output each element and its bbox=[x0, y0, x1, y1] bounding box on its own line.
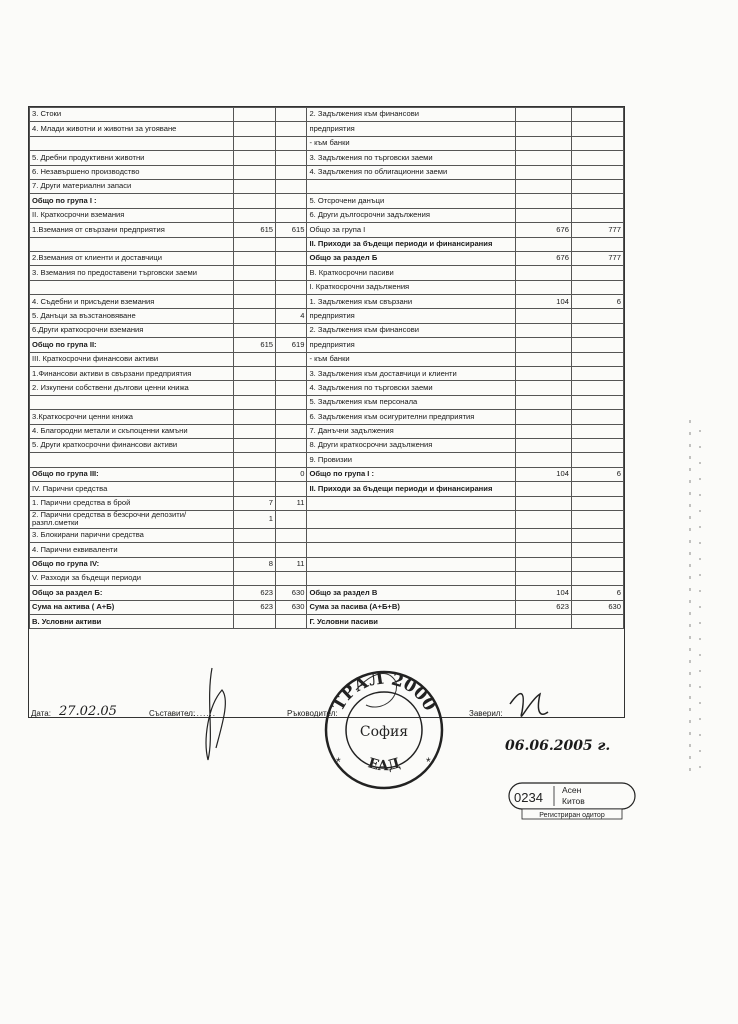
value-cell: 0 bbox=[276, 467, 307, 481]
table-row bbox=[30, 179, 624, 193]
value-cell: 615 bbox=[233, 223, 275, 237]
value-cell bbox=[276, 136, 307, 150]
value-cell bbox=[276, 381, 307, 395]
label-cell: II. Краткосрочни вземания bbox=[30, 208, 234, 222]
table-row bbox=[30, 194, 624, 208]
value-cell bbox=[276, 122, 307, 136]
value-cell bbox=[571, 179, 623, 193]
label-cell: 4. Задължения по търговски заеми bbox=[307, 381, 515, 395]
date-label: Дата: bbox=[31, 709, 51, 718]
value-cell bbox=[276, 453, 307, 467]
value-cell bbox=[276, 528, 307, 542]
value-cell: 623 bbox=[233, 600, 275, 614]
table-row bbox=[30, 309, 624, 323]
auditor-stamp bbox=[508, 782, 636, 820]
value-cell bbox=[233, 410, 275, 424]
certified-label: Заверил: bbox=[469, 709, 503, 718]
value-cell: 104 bbox=[515, 295, 571, 309]
table-row bbox=[30, 438, 624, 452]
value-cell bbox=[233, 237, 275, 251]
table-row bbox=[30, 453, 624, 467]
value-cell bbox=[233, 615, 275, 629]
label-cell: 3. Задължения по търговски заеми bbox=[307, 151, 515, 165]
label-cell: 2. Задължения към финансови bbox=[307, 108, 515, 122]
label-cell: 1. Задължения към свързани bbox=[307, 295, 515, 309]
label-cell: 1.Финансови активи в свързани предприятия bbox=[30, 367, 234, 381]
value-cell bbox=[276, 266, 307, 280]
value-cell bbox=[571, 194, 623, 208]
label-cell: Общо по група IV: bbox=[30, 557, 234, 571]
value-cell bbox=[571, 108, 623, 122]
value-cell bbox=[515, 280, 571, 294]
auditor-name-1: Асен bbox=[562, 785, 582, 795]
date-value: 27.02.05 bbox=[59, 704, 117, 719]
table-row bbox=[30, 543, 624, 557]
auditor-name-2: Китов bbox=[562, 796, 585, 806]
label-cell: II. Приходи за бъдещи периоди и финансирания bbox=[307, 237, 515, 251]
table-row bbox=[30, 381, 624, 395]
value-cell bbox=[515, 510, 571, 528]
value-cell: 11 bbox=[276, 496, 307, 510]
svg-text:*: * bbox=[336, 755, 341, 769]
value-cell bbox=[571, 151, 623, 165]
value-cell bbox=[515, 557, 571, 571]
value-cell bbox=[515, 208, 571, 222]
label-cell: Общо за раздел Б: bbox=[30, 586, 234, 600]
label-cell: 8. Други краткосрочни задължения bbox=[307, 438, 515, 452]
value-cell bbox=[276, 151, 307, 165]
value-cell bbox=[276, 438, 307, 452]
label-cell: 2. Парични средства в безсрочни депозити/разпл.сметки bbox=[30, 510, 234, 528]
value-cell bbox=[571, 424, 623, 438]
label-cell: 1. Парични средства в брой bbox=[30, 496, 234, 510]
value-cell bbox=[233, 352, 275, 366]
value-cell bbox=[571, 438, 623, 452]
value-cell bbox=[233, 381, 275, 395]
label-cell bbox=[30, 136, 234, 150]
value-cell bbox=[276, 410, 307, 424]
label-cell: 6.Други краткосрочни вземания bbox=[30, 323, 234, 337]
value-cell bbox=[276, 108, 307, 122]
table-row bbox=[30, 557, 624, 571]
value-cell bbox=[233, 482, 275, 496]
value-cell bbox=[571, 557, 623, 571]
label-cell: 2.Вземания от клиенти и доставчици bbox=[30, 251, 234, 265]
label-cell: II. Приходи за бъдещи периоди и финансирания bbox=[307, 482, 515, 496]
value-cell bbox=[233, 179, 275, 193]
label-cell: 3. Задължения към доставчици и клиенти bbox=[307, 367, 515, 381]
table-row bbox=[30, 295, 624, 309]
label-cell: 2. Задължения към финансови bbox=[307, 323, 515, 337]
certified-date: 06.06.2005 г. bbox=[505, 738, 611, 754]
value-cell bbox=[233, 467, 275, 481]
value-cell bbox=[276, 194, 307, 208]
table-row bbox=[30, 266, 624, 280]
value-cell bbox=[571, 237, 623, 251]
value-cell bbox=[515, 615, 571, 629]
value-cell bbox=[571, 309, 623, 323]
value-cell bbox=[515, 395, 571, 409]
value-cell bbox=[276, 295, 307, 309]
table-row bbox=[30, 352, 624, 366]
label-cell bbox=[307, 510, 515, 528]
label-cell: 3. Блокирани парични средства bbox=[30, 528, 234, 542]
value-cell bbox=[571, 528, 623, 542]
label-cell: 7. Данъчни задължения bbox=[307, 424, 515, 438]
label-cell: 7. Други материални запаси bbox=[30, 179, 234, 193]
value-cell bbox=[571, 453, 623, 467]
table-row bbox=[30, 136, 624, 150]
manager-label: Ръководител: bbox=[287, 709, 338, 718]
value-cell bbox=[571, 165, 623, 179]
value-cell: 8 bbox=[233, 557, 275, 571]
table-row bbox=[30, 223, 624, 237]
value-cell bbox=[571, 367, 623, 381]
value-cell bbox=[276, 165, 307, 179]
label-cell: 2. Изкупени собствени дългови ценни книжа bbox=[30, 381, 234, 395]
svg-text:*: * bbox=[426, 755, 431, 769]
value-cell bbox=[571, 571, 623, 585]
label-cell bbox=[307, 528, 515, 542]
balance-sheet-table bbox=[29, 107, 624, 629]
label-cell: предприятия bbox=[307, 338, 515, 352]
label-cell: 6. Други дългосрочни задължения bbox=[307, 208, 515, 222]
value-cell bbox=[515, 266, 571, 280]
value-cell bbox=[515, 136, 571, 150]
value-cell bbox=[515, 424, 571, 438]
value-cell bbox=[515, 528, 571, 542]
value-cell: 630 bbox=[276, 600, 307, 614]
value-cell bbox=[571, 496, 623, 510]
value-cell bbox=[276, 482, 307, 496]
table-row bbox=[30, 165, 624, 179]
value-cell bbox=[571, 323, 623, 337]
label-cell: 5. Задължения към персонала bbox=[307, 395, 515, 409]
label-cell: предприятия bbox=[307, 122, 515, 136]
value-cell bbox=[233, 136, 275, 150]
value-cell: 623 bbox=[233, 586, 275, 600]
table-row bbox=[30, 571, 624, 585]
value-cell bbox=[571, 122, 623, 136]
label-cell bbox=[30, 453, 234, 467]
label-cell: В. Краткосрочни пасиви bbox=[307, 266, 515, 280]
label-cell: 4. Съдебни и присъдени вземания bbox=[30, 295, 234, 309]
table-row bbox=[30, 367, 624, 381]
label-cell bbox=[307, 571, 515, 585]
label-cell: В. Условни активи bbox=[30, 615, 234, 629]
table-row bbox=[30, 482, 624, 496]
label-cell: - към банки bbox=[307, 136, 515, 150]
table-row bbox=[30, 586, 624, 600]
value-cell bbox=[276, 571, 307, 585]
value-cell bbox=[515, 323, 571, 337]
table-row bbox=[30, 151, 624, 165]
label-cell: 4. Парични еквиваленти bbox=[30, 543, 234, 557]
value-cell bbox=[515, 122, 571, 136]
table-row bbox=[30, 251, 624, 265]
label-cell: 9. Провизии bbox=[307, 453, 515, 467]
value-cell bbox=[233, 295, 275, 309]
value-cell: 623 bbox=[515, 600, 571, 614]
value-cell bbox=[515, 179, 571, 193]
value-cell bbox=[515, 108, 571, 122]
value-cell bbox=[515, 543, 571, 557]
table-row bbox=[30, 338, 624, 352]
value-cell bbox=[233, 424, 275, 438]
label-cell: 4. Млади животни и животни за угояване bbox=[30, 122, 234, 136]
stamp-ring-text: ТРАЛ 2000 bbox=[328, 668, 440, 715]
table-row bbox=[30, 615, 624, 629]
value-cell bbox=[515, 165, 571, 179]
value-cell bbox=[276, 615, 307, 629]
value-cell bbox=[571, 543, 623, 557]
label-cell: - към банки bbox=[307, 352, 515, 366]
label-cell bbox=[307, 496, 515, 510]
label-cell: Сума за пасива (А+Б+В) bbox=[307, 600, 515, 614]
table-row bbox=[30, 600, 624, 614]
value-cell bbox=[515, 194, 571, 208]
value-cell: 630 bbox=[276, 586, 307, 600]
compiler-label: Съставител: bbox=[149, 709, 196, 718]
table-row bbox=[30, 410, 624, 424]
label-cell: IV. Парични средства bbox=[30, 482, 234, 496]
value-cell bbox=[233, 165, 275, 179]
label-cell: Г. Условни пасиви bbox=[307, 615, 515, 629]
value-cell bbox=[571, 410, 623, 424]
value-cell bbox=[276, 237, 307, 251]
value-cell: 6 bbox=[571, 295, 623, 309]
value-cell bbox=[233, 122, 275, 136]
table-row bbox=[30, 510, 624, 528]
value-cell bbox=[571, 510, 623, 528]
value-cell bbox=[276, 543, 307, 557]
value-cell bbox=[571, 381, 623, 395]
label-cell: 5. Данъци за възстановяване bbox=[30, 309, 234, 323]
value-cell bbox=[276, 208, 307, 222]
label-cell: Общо за група I bbox=[307, 223, 515, 237]
value-cell: 6 bbox=[571, 467, 623, 481]
stamp-center-text: София bbox=[359, 724, 409, 740]
table-row bbox=[30, 496, 624, 510]
label-cell: 3. Вземания по предоставени търговски заеми bbox=[30, 266, 234, 280]
value-cell bbox=[233, 528, 275, 542]
table-row bbox=[30, 395, 624, 409]
value-cell bbox=[233, 251, 275, 265]
label-cell bbox=[307, 179, 515, 193]
value-cell bbox=[233, 108, 275, 122]
auditor-caption: Регистриран одитор bbox=[539, 812, 605, 819]
label-cell: I. Краткосрочни задължения bbox=[307, 280, 515, 294]
label-cell: 5. Други краткосрочни финансови активи bbox=[30, 438, 234, 452]
value-cell: 4 bbox=[276, 309, 307, 323]
label-cell: 1.Вземания от свързани предприятия bbox=[30, 223, 234, 237]
value-cell bbox=[571, 338, 623, 352]
value-cell: 615 bbox=[233, 338, 275, 352]
value-cell: 619 bbox=[276, 338, 307, 352]
label-cell: 3.Краткосрочни ценни книжа bbox=[30, 410, 234, 424]
value-cell bbox=[233, 367, 275, 381]
label-cell: 4. Задължения по облигационни заеми bbox=[307, 165, 515, 179]
value-cell: 104 bbox=[515, 467, 571, 481]
label-cell: V. Разходи за бъдещи периоди bbox=[30, 571, 234, 585]
value-cell: 1 bbox=[233, 510, 275, 528]
value-cell bbox=[571, 615, 623, 629]
label-cell: предприятия bbox=[307, 309, 515, 323]
value-cell bbox=[276, 251, 307, 265]
value-cell bbox=[571, 482, 623, 496]
value-cell bbox=[276, 280, 307, 294]
value-cell bbox=[276, 179, 307, 193]
table-row bbox=[30, 467, 624, 481]
value-cell bbox=[233, 266, 275, 280]
table-row bbox=[30, 323, 624, 337]
label-cell: III. Краткосрочни финансови активи bbox=[30, 352, 234, 366]
value-cell bbox=[571, 280, 623, 294]
value-cell bbox=[515, 352, 571, 366]
value-cell bbox=[515, 237, 571, 251]
value-cell: 777 bbox=[571, 223, 623, 237]
label-cell: 3. Стоки bbox=[30, 108, 234, 122]
label-cell: Общо по група II: bbox=[30, 338, 234, 352]
label-cell: 5. Отсрочени данъци bbox=[307, 194, 515, 208]
company-stamp bbox=[322, 668, 446, 792]
label-cell: Общо за раздел Б bbox=[307, 251, 515, 265]
table-row bbox=[30, 208, 624, 222]
value-cell bbox=[233, 571, 275, 585]
value-cell bbox=[233, 194, 275, 208]
value-cell bbox=[515, 438, 571, 452]
label-cell: 6. Задължения към осигурителни предприятия bbox=[307, 410, 515, 424]
table-row bbox=[30, 424, 624, 438]
value-cell: 676 bbox=[515, 223, 571, 237]
value-cell bbox=[515, 151, 571, 165]
value-cell bbox=[571, 266, 623, 280]
value-cell bbox=[233, 453, 275, 467]
value-cell bbox=[515, 309, 571, 323]
label-cell: Общо за раздел В bbox=[307, 586, 515, 600]
value-cell bbox=[233, 543, 275, 557]
signature-line: Дата: 27.02.05 Съставител: ......... Ръководител: Заверил: bbox=[31, 704, 503, 719]
balance-sheet bbox=[28, 106, 625, 718]
table-row bbox=[30, 237, 624, 251]
value-cell: 777 bbox=[571, 251, 623, 265]
value-cell: 7 bbox=[233, 496, 275, 510]
value-cell: 630 bbox=[571, 600, 623, 614]
value-cell bbox=[233, 208, 275, 222]
label-cell bbox=[30, 395, 234, 409]
value-cell: 104 bbox=[515, 586, 571, 600]
value-cell bbox=[233, 323, 275, 337]
value-cell bbox=[276, 323, 307, 337]
value-cell bbox=[233, 280, 275, 294]
value-cell bbox=[276, 367, 307, 381]
value-cell: 11 bbox=[276, 557, 307, 571]
label-cell bbox=[30, 237, 234, 251]
auditor-number: 0234 bbox=[514, 790, 543, 805]
value-cell bbox=[571, 395, 623, 409]
label-cell bbox=[307, 543, 515, 557]
value-cell bbox=[515, 571, 571, 585]
label-cell: Общо по група I : bbox=[30, 194, 234, 208]
value-cell: 676 bbox=[515, 251, 571, 265]
label-cell bbox=[30, 280, 234, 294]
label-cell bbox=[307, 557, 515, 571]
value-cell bbox=[276, 424, 307, 438]
value-cell bbox=[515, 496, 571, 510]
value-cell bbox=[276, 352, 307, 366]
margin-scan-marks bbox=[688, 420, 708, 780]
stamp-bottom-text: ЕАД bbox=[365, 755, 402, 775]
value-cell bbox=[233, 395, 275, 409]
value-cell bbox=[233, 438, 275, 452]
value-cell bbox=[233, 309, 275, 323]
svg-text:ЕАД bbox=[366, 755, 402, 774]
label-cell: Сума на актива ( А+Б) bbox=[30, 600, 234, 614]
value-cell bbox=[276, 510, 307, 528]
label-cell: 6. Незавършено производство bbox=[30, 165, 234, 179]
label-cell: 5. Дребни продуктивни животни bbox=[30, 151, 234, 165]
value-cell bbox=[571, 352, 623, 366]
value-cell bbox=[571, 136, 623, 150]
value-cell bbox=[515, 482, 571, 496]
table-row bbox=[30, 122, 624, 136]
label-cell: Общо по група III: bbox=[30, 467, 234, 481]
label-cell: 4. Благородни метали и скъпоценни камъни bbox=[30, 424, 234, 438]
value-cell bbox=[571, 208, 623, 222]
value-cell bbox=[515, 381, 571, 395]
value-cell bbox=[233, 151, 275, 165]
value-cell bbox=[515, 338, 571, 352]
label-cell: Общо по група I : bbox=[307, 467, 515, 481]
value-cell: 615 bbox=[276, 223, 307, 237]
value-cell: 6 bbox=[571, 586, 623, 600]
table-row bbox=[30, 280, 624, 294]
value-cell bbox=[515, 453, 571, 467]
table-row bbox=[30, 528, 624, 542]
value-cell bbox=[276, 395, 307, 409]
value-cell bbox=[515, 367, 571, 381]
value-cell bbox=[515, 410, 571, 424]
table-row bbox=[30, 108, 624, 122]
